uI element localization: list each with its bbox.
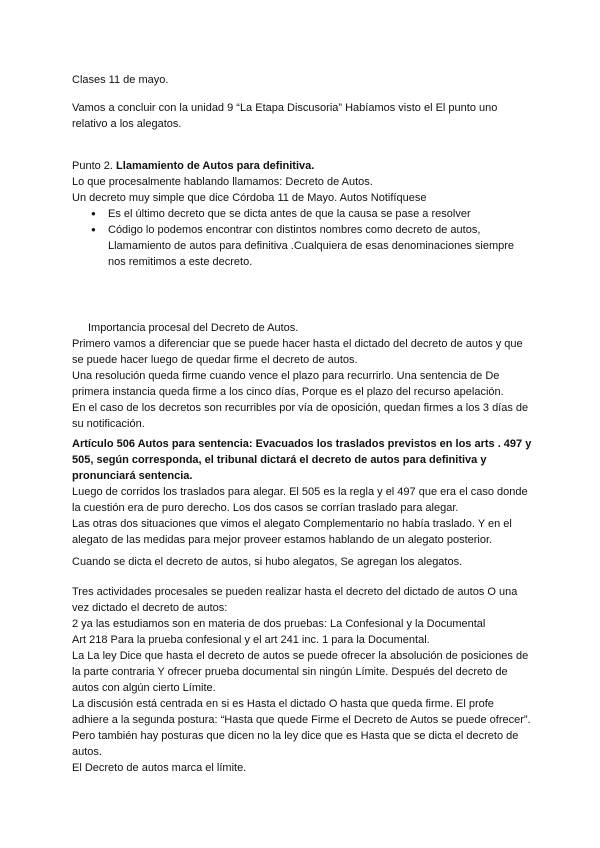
importancia-p2: Una resolución queda firme cuando vence el plazo para recurrirlo. Una sentencia de De primera instancia queda firme a los cinco días, Porque es el plazo del recurso apelación.: [72, 370, 504, 398]
tres-p7: El Decreto de autos marca el límite.: [72, 762, 247, 774]
punto2-line1: Lo que procesalmente hablando llamamos: Decreto de Autos.: [72, 176, 373, 188]
articulo-lead: Artículo 506 Autos para sentencia: [72, 438, 249, 450]
tres-p6: Pero también hay posturas que dicen no la ley dice que es Hasta que se dicta el decreto de autos.: [72, 730, 519, 758]
document-title: Clases 11 de mayo.: [72, 74, 169, 86]
tres-section: [72, 584, 532, 776]
importancia-p1: Primero vamos a diferenciar que se puede hacer hasta el dictado del decreto de autos y que se puede hacer luego de quedar firme el decreto de autos.: [72, 338, 523, 366]
articulo-rest: : Evacuados los traslados previstos en los arts . 497 y 505, según corresponda, el tribunal dictará el decreto de autos para definitiva y pronunciará sentencia.: [72, 438, 532, 482]
punto2-heading: [72, 158, 532, 174]
articulo-p1: Luego de corridos los traslados para alegar. El 505 es la regla y el 497 que era el caso donde la cuestión era de puro derecho. Los dos casos se corrían traslado para alegar.: [72, 486, 528, 514]
importancia-heading: Importancia procesal del Decreto de Autos.: [88, 322, 299, 334]
importancia-section: [72, 320, 532, 432]
articulo-section: [72, 436, 532, 548]
importancia-p3: En el caso de los decretos son recurribles por vía de oposición, quedan firmes a los 3 días de su notificación.: [72, 402, 529, 430]
punto2-line2: Un decreto muy simple que dice Córdoba 11 de Mayo. Autos Notifíquese: [72, 192, 427, 204]
punto2-prefix: Punto 2.: [72, 160, 117, 172]
articulo-heading: [72, 436, 532, 484]
tres-p2: 2 ya las estudiamos son en materia de dos pruebas: La Confesional y la Documental: [72, 618, 486, 630]
list-item: ● Es el último decreto que se dicta antes de que la causa se pase a resolver: [72, 206, 532, 222]
tres-p5: La discusión está centrada en si es Hasta el dictado O hasta que queda firme. El profe adhiere a la segunda postura: “Hasta que quede Firme el Decreto de Autos se puede ofrecer”.: [72, 698, 531, 726]
articulo-p2: Las otras dos situaciones que vimos el alegato Complementario no había traslado. Y en el alegato de las medidas para mejor proveer estamos hablando de un alegato posterior.: [72, 518, 512, 546]
list-item: ● Código lo podemos encontrar con distintos nombres como decreto de autos, Llamamiento de autos para definitiva .Cualquiera de esas denominaciones siempre nos remitimos a este decreto.: [72, 222, 532, 270]
alegatos-paragraph: Cuando se dicta el decreto de autos, si hubo alegatos, Se agregan los alegatos.: [72, 556, 463, 568]
tres-p3: Art 218 Para la prueba confesional y el art 241 inc. 1 para la Documental.: [72, 634, 430, 646]
tres-p4: La La ley Dice que hasta el decreto de autos se puede ofrecer la absolución de posiciones de la parte contraria Y ofrecer prueba documental sin ningún Límite. Después del decreto de autos con algún cierto Límite.: [72, 650, 529, 694]
punto2-bullet-list: [72, 206, 532, 270]
tres-p1: Tres actividades procesales se pueden realizar hasta el decreto del dictado de autos O una vez dictado el decreto de autos:: [72, 586, 518, 614]
punto2-section: [72, 158, 532, 270]
punto2-heading-bold: Llamamiento de Autos para definitiva.: [116, 160, 315, 172]
intro-paragraph: Vamos a concluir con la unidad 9 “La Etapa Discusoria” Habíamos visto el El punto uno relativo a los alegatos.: [72, 102, 498, 130]
